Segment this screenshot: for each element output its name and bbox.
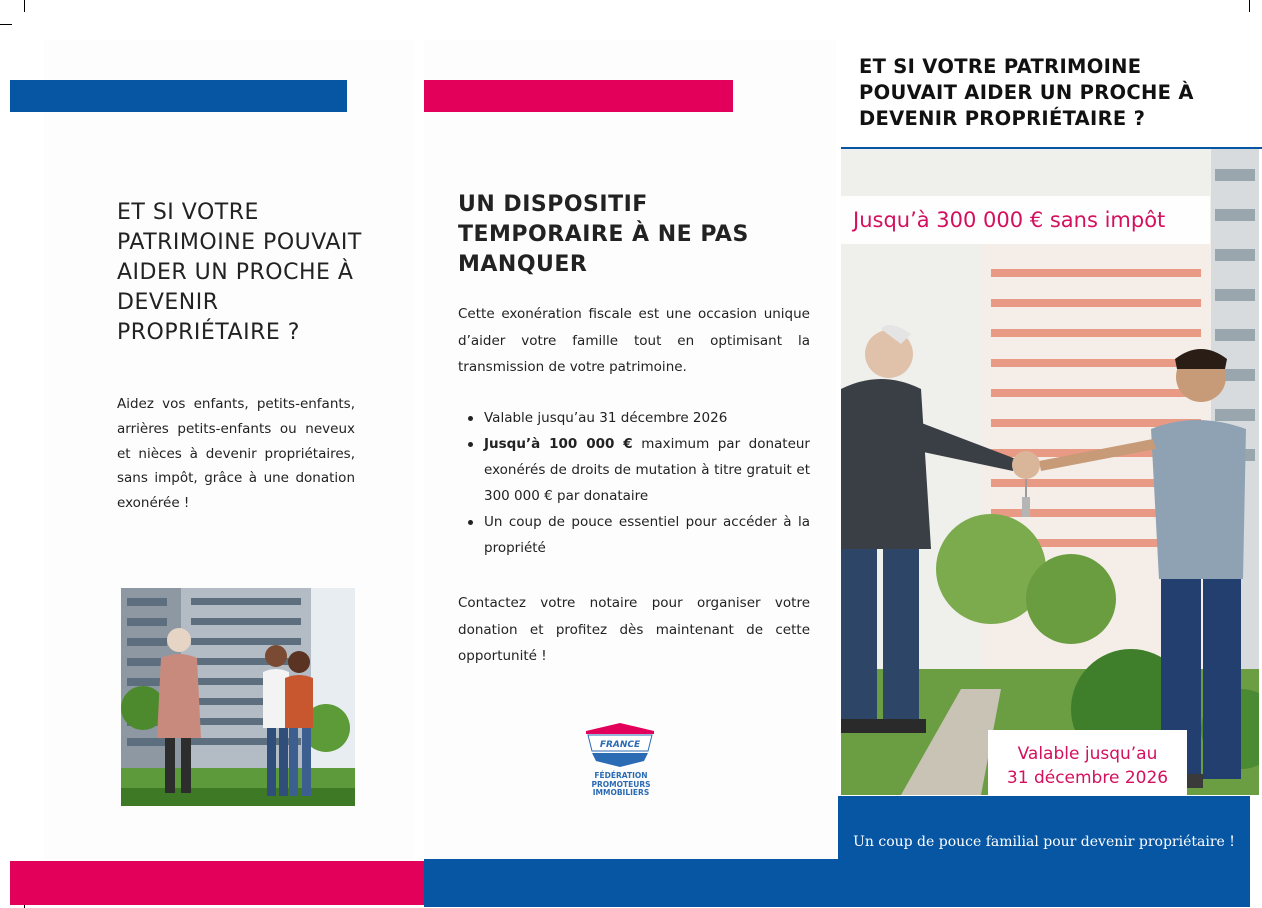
crop-mark-left-top [0, 24, 12, 25]
bullet-text: Valable jusqu’au 31 décembre 2026 [484, 410, 728, 426]
middle-outro-paragraph: Contactez votre notaire pour organiser votre donation et profitez dès maintenant de cette opportunité ! [458, 595, 810, 664]
photo-illustration-big [841, 149, 1259, 795]
middle-panel-title: UN DISPOSITIF TEMPORAIRE À NE PAS MANQUER [458, 192, 749, 277]
bullet-text: maximum par donateur exonérés de droits de mutation à titre gratuit et 300 000 € par donataire [484, 436, 810, 504]
bullet-bold-text: Jusqu’à 100 000 € [484, 436, 633, 452]
crop-mark-top-left [24, 0, 25, 12]
middle-intro-paragraph: Cette exonération fiscale est une occasion unique d’aider votre famille tout en optimisant la transmission de votre patrimoine. [458, 306, 810, 375]
slogan-text: Un coup de pouce familial pour devenir propriétaire ! [853, 834, 1235, 850]
price-banner-text: Jusqu’à 300 000 € sans impôt [853, 208, 1166, 232]
middle-bottom-bar [424, 859, 838, 907]
logo-line: PROMOTEURS [591, 779, 651, 789]
logo-badge-text: FRANCE [599, 740, 641, 750]
right-panel-title: ET SI VOTRE PATRIMOINE POUVAIT AIDER UN PROCHE À DEVENIR PROPRIÉTAIRE ? [859, 55, 1194, 130]
fpi-logo-icon [584, 721, 656, 771]
bullet-text: Un coup de pouce essentiel pour accéder à la propriété [484, 514, 810, 556]
validity-line: Valable jusqu’au [1017, 744, 1158, 764]
photo-keys-handover [841, 149, 1259, 795]
logo-line: IMMOBILIERS [592, 788, 650, 797]
middle-top-bar [424, 80, 733, 112]
benefits-list [466, 405, 810, 561]
validity-line: 31 décembre 2026 [1006, 768, 1169, 788]
crop-mark-top-right [1249, 0, 1250, 12]
list-item [466, 405, 810, 431]
fpi-logo-text [582, 772, 660, 798]
photo-illustration [121, 588, 355, 806]
logo-line: FÉDÉRATION [594, 771, 648, 780]
left-panel-title: ET SI VOTRE PATRIMOINE POUVAIT AIDER UN PROCHE À DEVENIR PROPRIÉTAIRE ? [117, 200, 362, 345]
left-panel-body: Aidez vos enfants, petits-enfants, arrières petits-enfants ou neveux et nièces à devenir propriétaires, sans impôt, grâce à une donation exonérée ! [117, 396, 355, 512]
list-item [466, 509, 810, 561]
left-top-bar [10, 80, 347, 112]
validity-text [988, 742, 1187, 790]
list-item [466, 431, 810, 509]
photo-grandmother-keys [121, 588, 355, 806]
left-bottom-bar [10, 861, 424, 905]
